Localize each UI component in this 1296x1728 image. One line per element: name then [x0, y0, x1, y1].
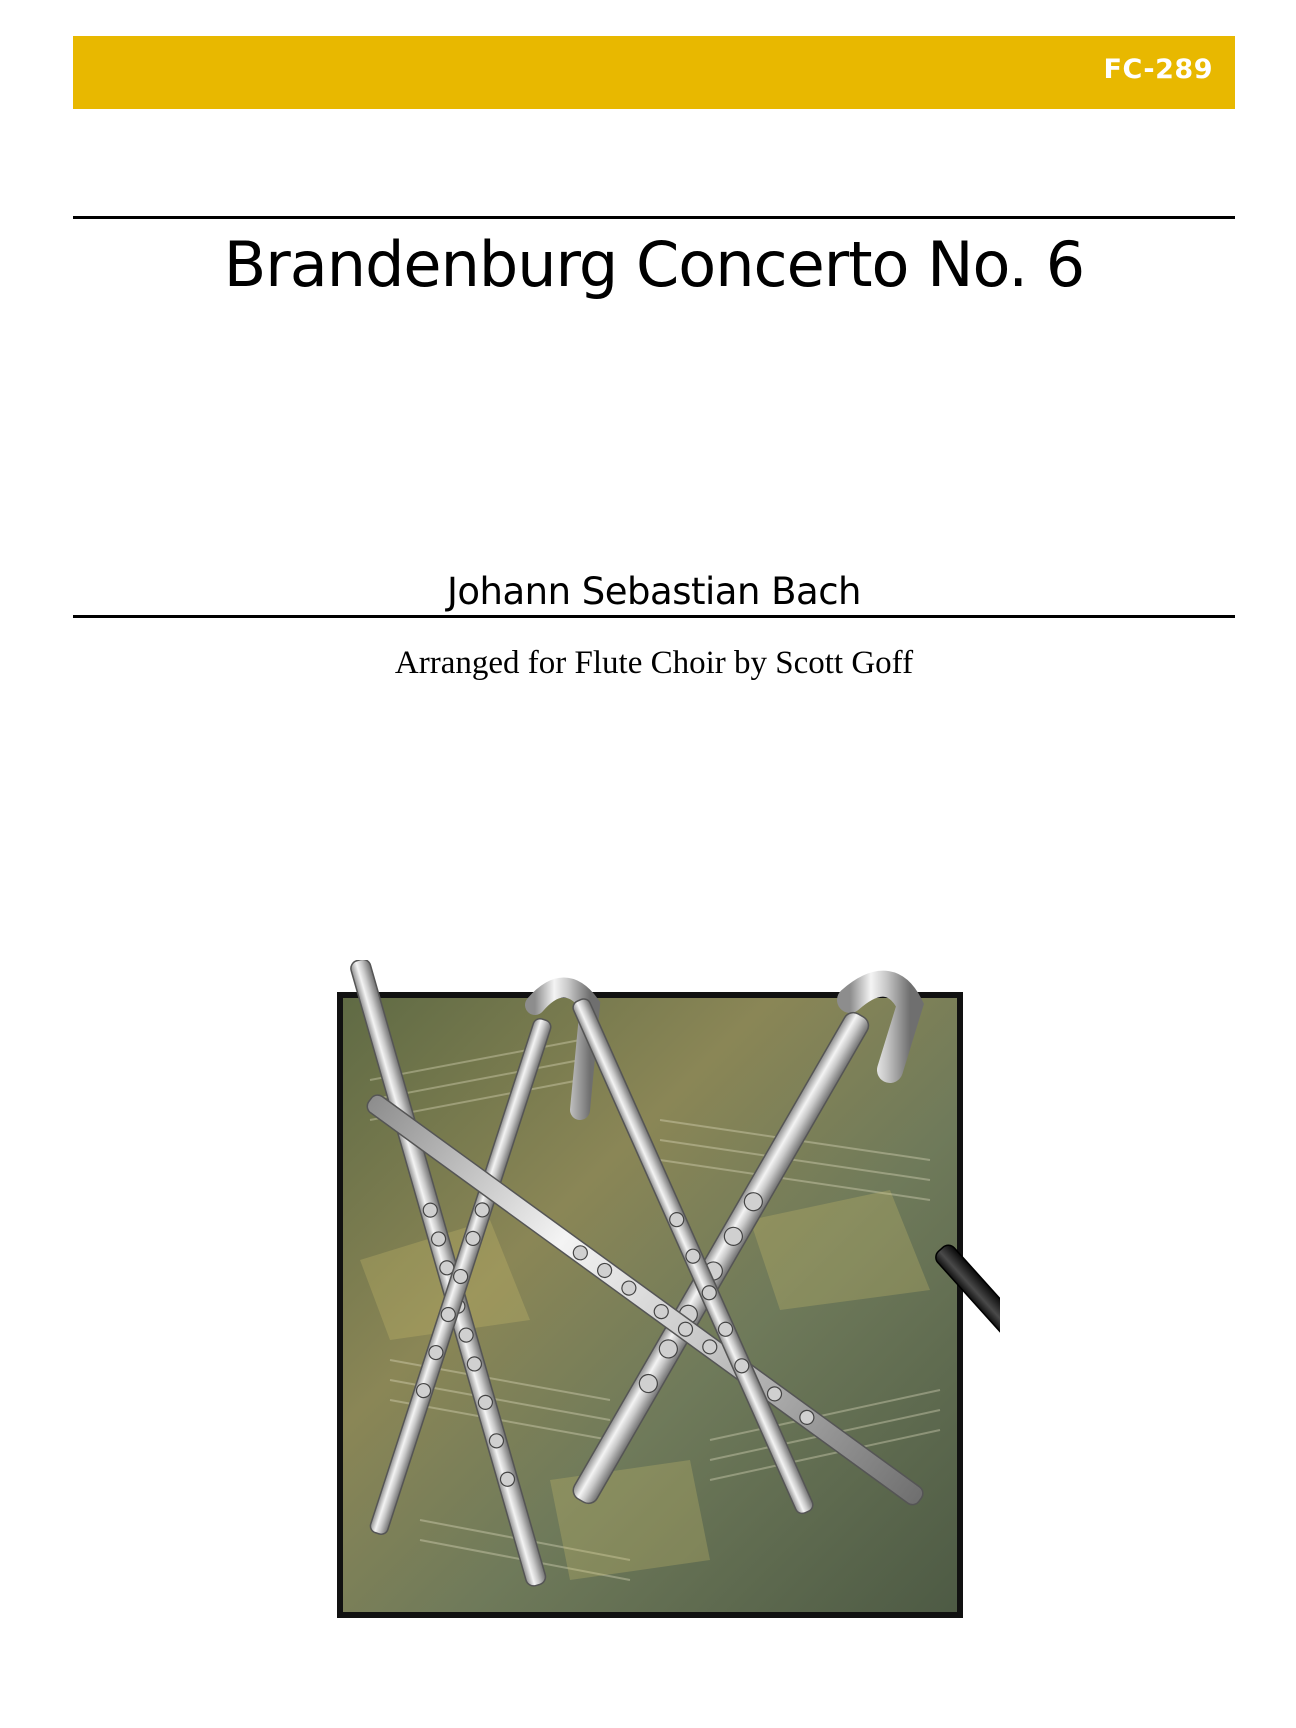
flutes-illustration	[330, 960, 1000, 1660]
arranger-credit: Arranged for Flute Choir by Scott Goff	[394, 645, 914, 681]
page-title: Brandenburg Concerto No. 6	[223, 228, 1085, 301]
composer-rule	[73, 615, 1235, 618]
composer-name: Johann Sebastian Bach	[446, 570, 862, 613]
catalog-code: FC-289	[1103, 54, 1213, 85]
header-bar	[73, 36, 1235, 109]
title-rule	[73, 216, 1235, 219]
